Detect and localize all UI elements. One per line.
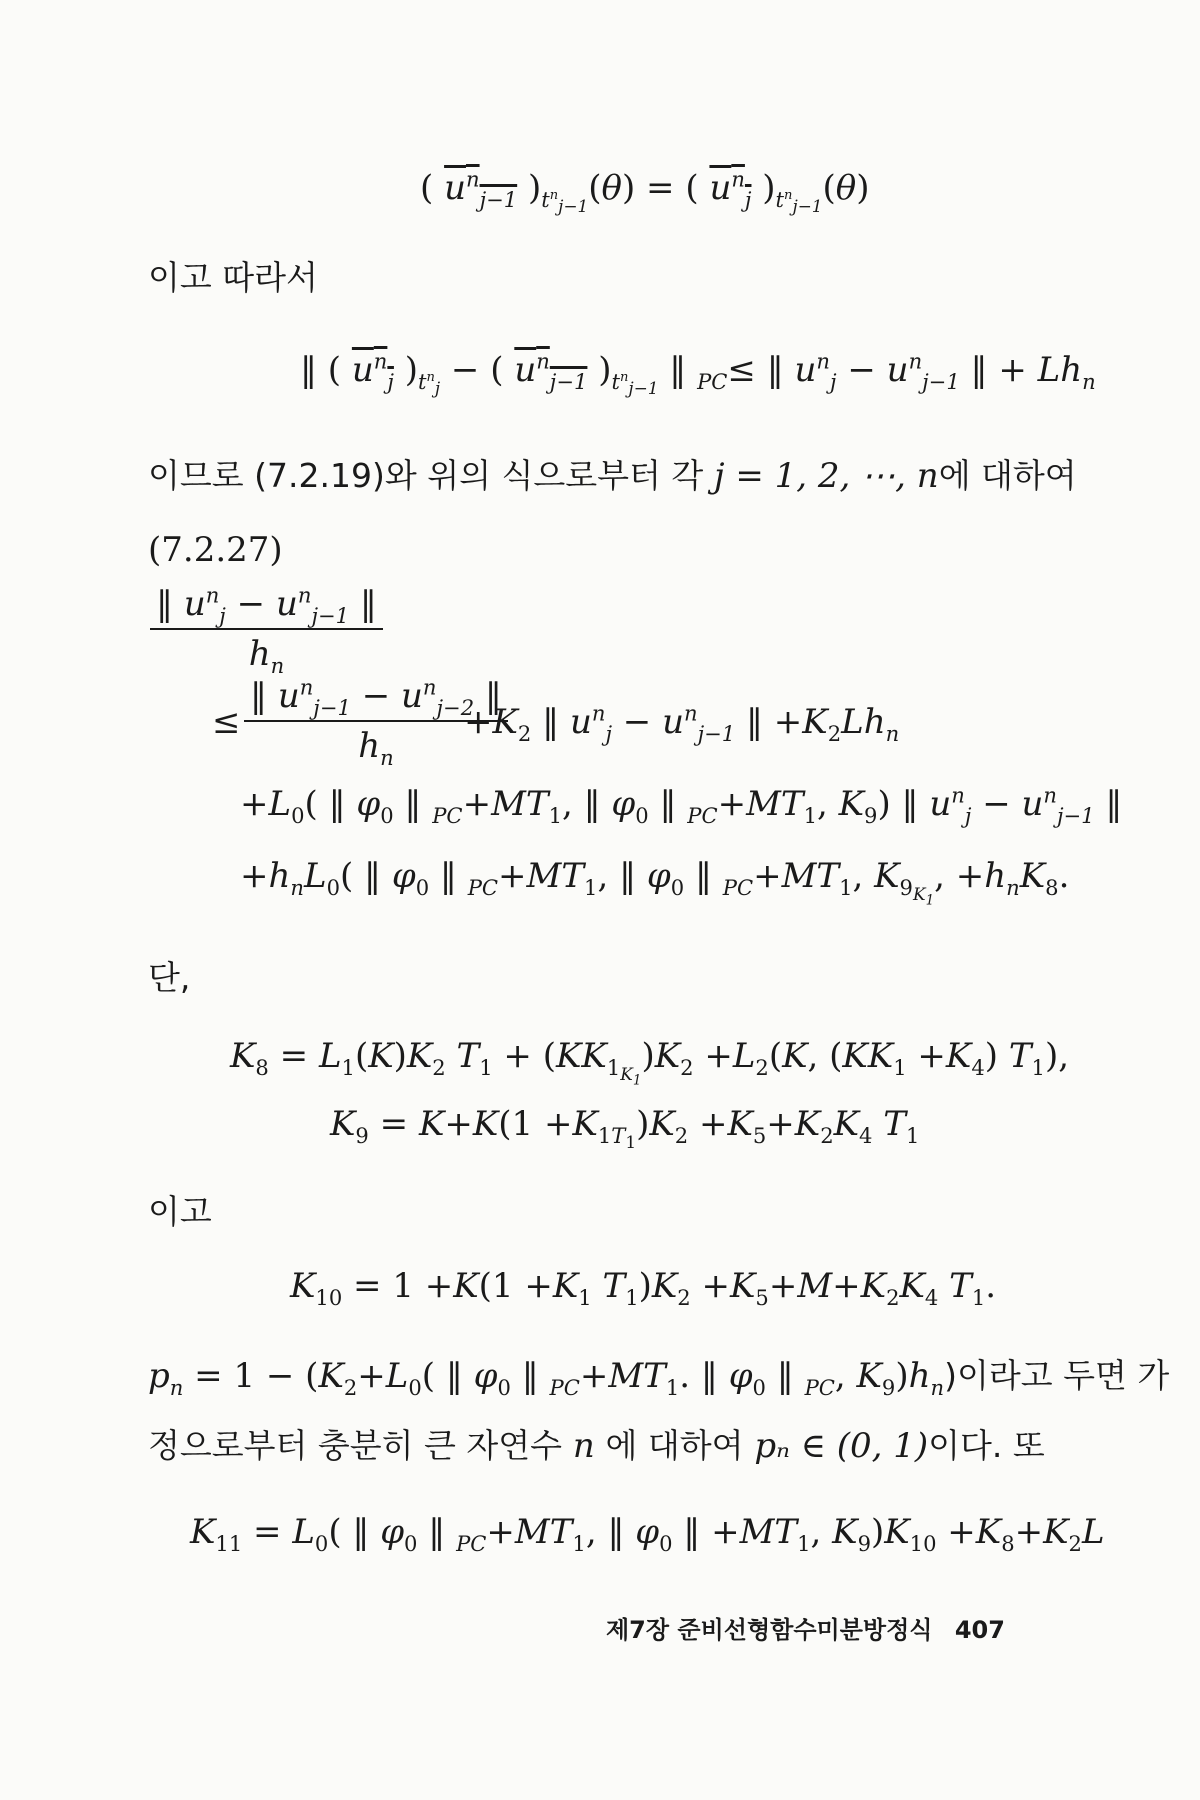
equation-norm-bound: ‖ ( $u^n_j$ )$_{t^n_j}$ − ( $u^n_{j-1}$ )$_{t^n_{j-1}}$ ‖ $_{PC}$≤ ‖ $u^n_j - u^n_{j-1}$ ‖ + $Lh_n$ — [300, 348, 1096, 398]
fraction-previous-quotient: ‖ $u^n_{j-1} - u^n_{j-2}$ ‖ $h_n$ — [244, 676, 508, 766]
text-line2-suffix: 이다. 또 — [928, 1426, 1045, 1465]
text-pn-suffix: )이라고 두면 가 — [944, 1356, 1170, 1395]
equation-ratio-line-1: ≤ — [212, 702, 241, 742]
equation-number: (7.2.27) — [148, 530, 283, 570]
running-footer — [606, 1616, 1005, 1645]
equation-K10: $K_{10} = 1 +K(1 +K_1$ $T_1)K_2 +K_5+M+K_2K_4$ $T_1$. — [290, 1266, 997, 1310]
equation-continuity: ( $u^n_{j-1}$ )$_{t^n_{j-1}}(\theta)$ = ( $u^n_j$ )$_{t^n_{j-1}}(\theta)$ — [420, 166, 870, 216]
text-line2-mid: 에 대하여 — [605, 1426, 744, 1465]
footer-chapter: 제7장 준비선형함수미분방정식 — [606, 1616, 933, 1644]
text-line2-pn: pₙ ∈ (0, 1) — [754, 1426, 929, 1466]
text-since-suffix: 에 대하여 — [938, 456, 1077, 495]
equation-ratio-line-1-rest: $+K_2$ ‖ $u^n_j - u^n_{j-1}$ ‖ $+K_2Lh_n$ — [464, 700, 900, 746]
page-number: 407 — [954, 1616, 1005, 1644]
text-and: 이고 — [148, 1192, 212, 1231]
equation-K9: $K_9 = K+K(1 +K_{1T_1})K_2 +K_5+K_2K_4$ $T_1$ — [330, 1104, 920, 1152]
text-line2-n: n — [572, 1426, 595, 1466]
equation-ratio-line-2: $+L_0$( ‖ $\varphi_0$ ‖ $_{PC}+MT_1$, ‖ $\varphi_0$ ‖ $_{PC}+MT_1$, $K_9$) ‖ $u^n_j - u^n_{j-1}$ ‖ — [240, 782, 1123, 828]
equation-K8: $K_8 = L_1(K)K_2$ $T_1 + (KK_{1_{K_1}})K_2 +L_2(K$, $(KK_1 +K_4)$ $T_1$), — [230, 1036, 1070, 1089]
text-line2-prefix: 정으로부터 충분히 큰 자연수 — [148, 1426, 563, 1465]
equation-ratio-line-3: $+h_nL_0$( ‖ $\varphi_0$ ‖ $_{PC}+MT_1$, ‖ $\varphi_0$ ‖ $_{PC}+MT_1$, $K_{9_{K_1}}$, $+h_nK_8$. — [240, 856, 1070, 909]
text-pn-definition: $p_n = 1 - (K_2+L_0$( ‖ $\varphi_0$ ‖ $_{PC}+MT_1$. ‖ $\varphi_0$ ‖ $_{PC}$, $K_9)h_n$)이라고 두면 가 — [148, 1356, 1170, 1400]
equation-K11: $K_{11} = L_0$( ‖ $\varphi_0$ ‖ $_{PC}+MT_1$, ‖ $\varphi_0$ ‖ $+MT_1$, $K_9)K_{10} +K_8+K_2L$ — [190, 1512, 1105, 1556]
fraction-difference-quotient: ‖ $u^n_j - u^n_{j-1}$ ‖ $h_n$ — [150, 584, 383, 674]
text-since-prefix: 이므로 (7.2.19)와 위의 식으로부터 각 — [148, 456, 704, 495]
text-and-thus: 이고 따라서 — [148, 258, 318, 297]
text-since-range: j = 1, 2, ⋯, n — [714, 456, 939, 496]
text-since-line — [148, 456, 1077, 497]
text-pn-line-2 — [148, 1426, 1045, 1467]
text-where: 단, — [148, 958, 191, 997]
